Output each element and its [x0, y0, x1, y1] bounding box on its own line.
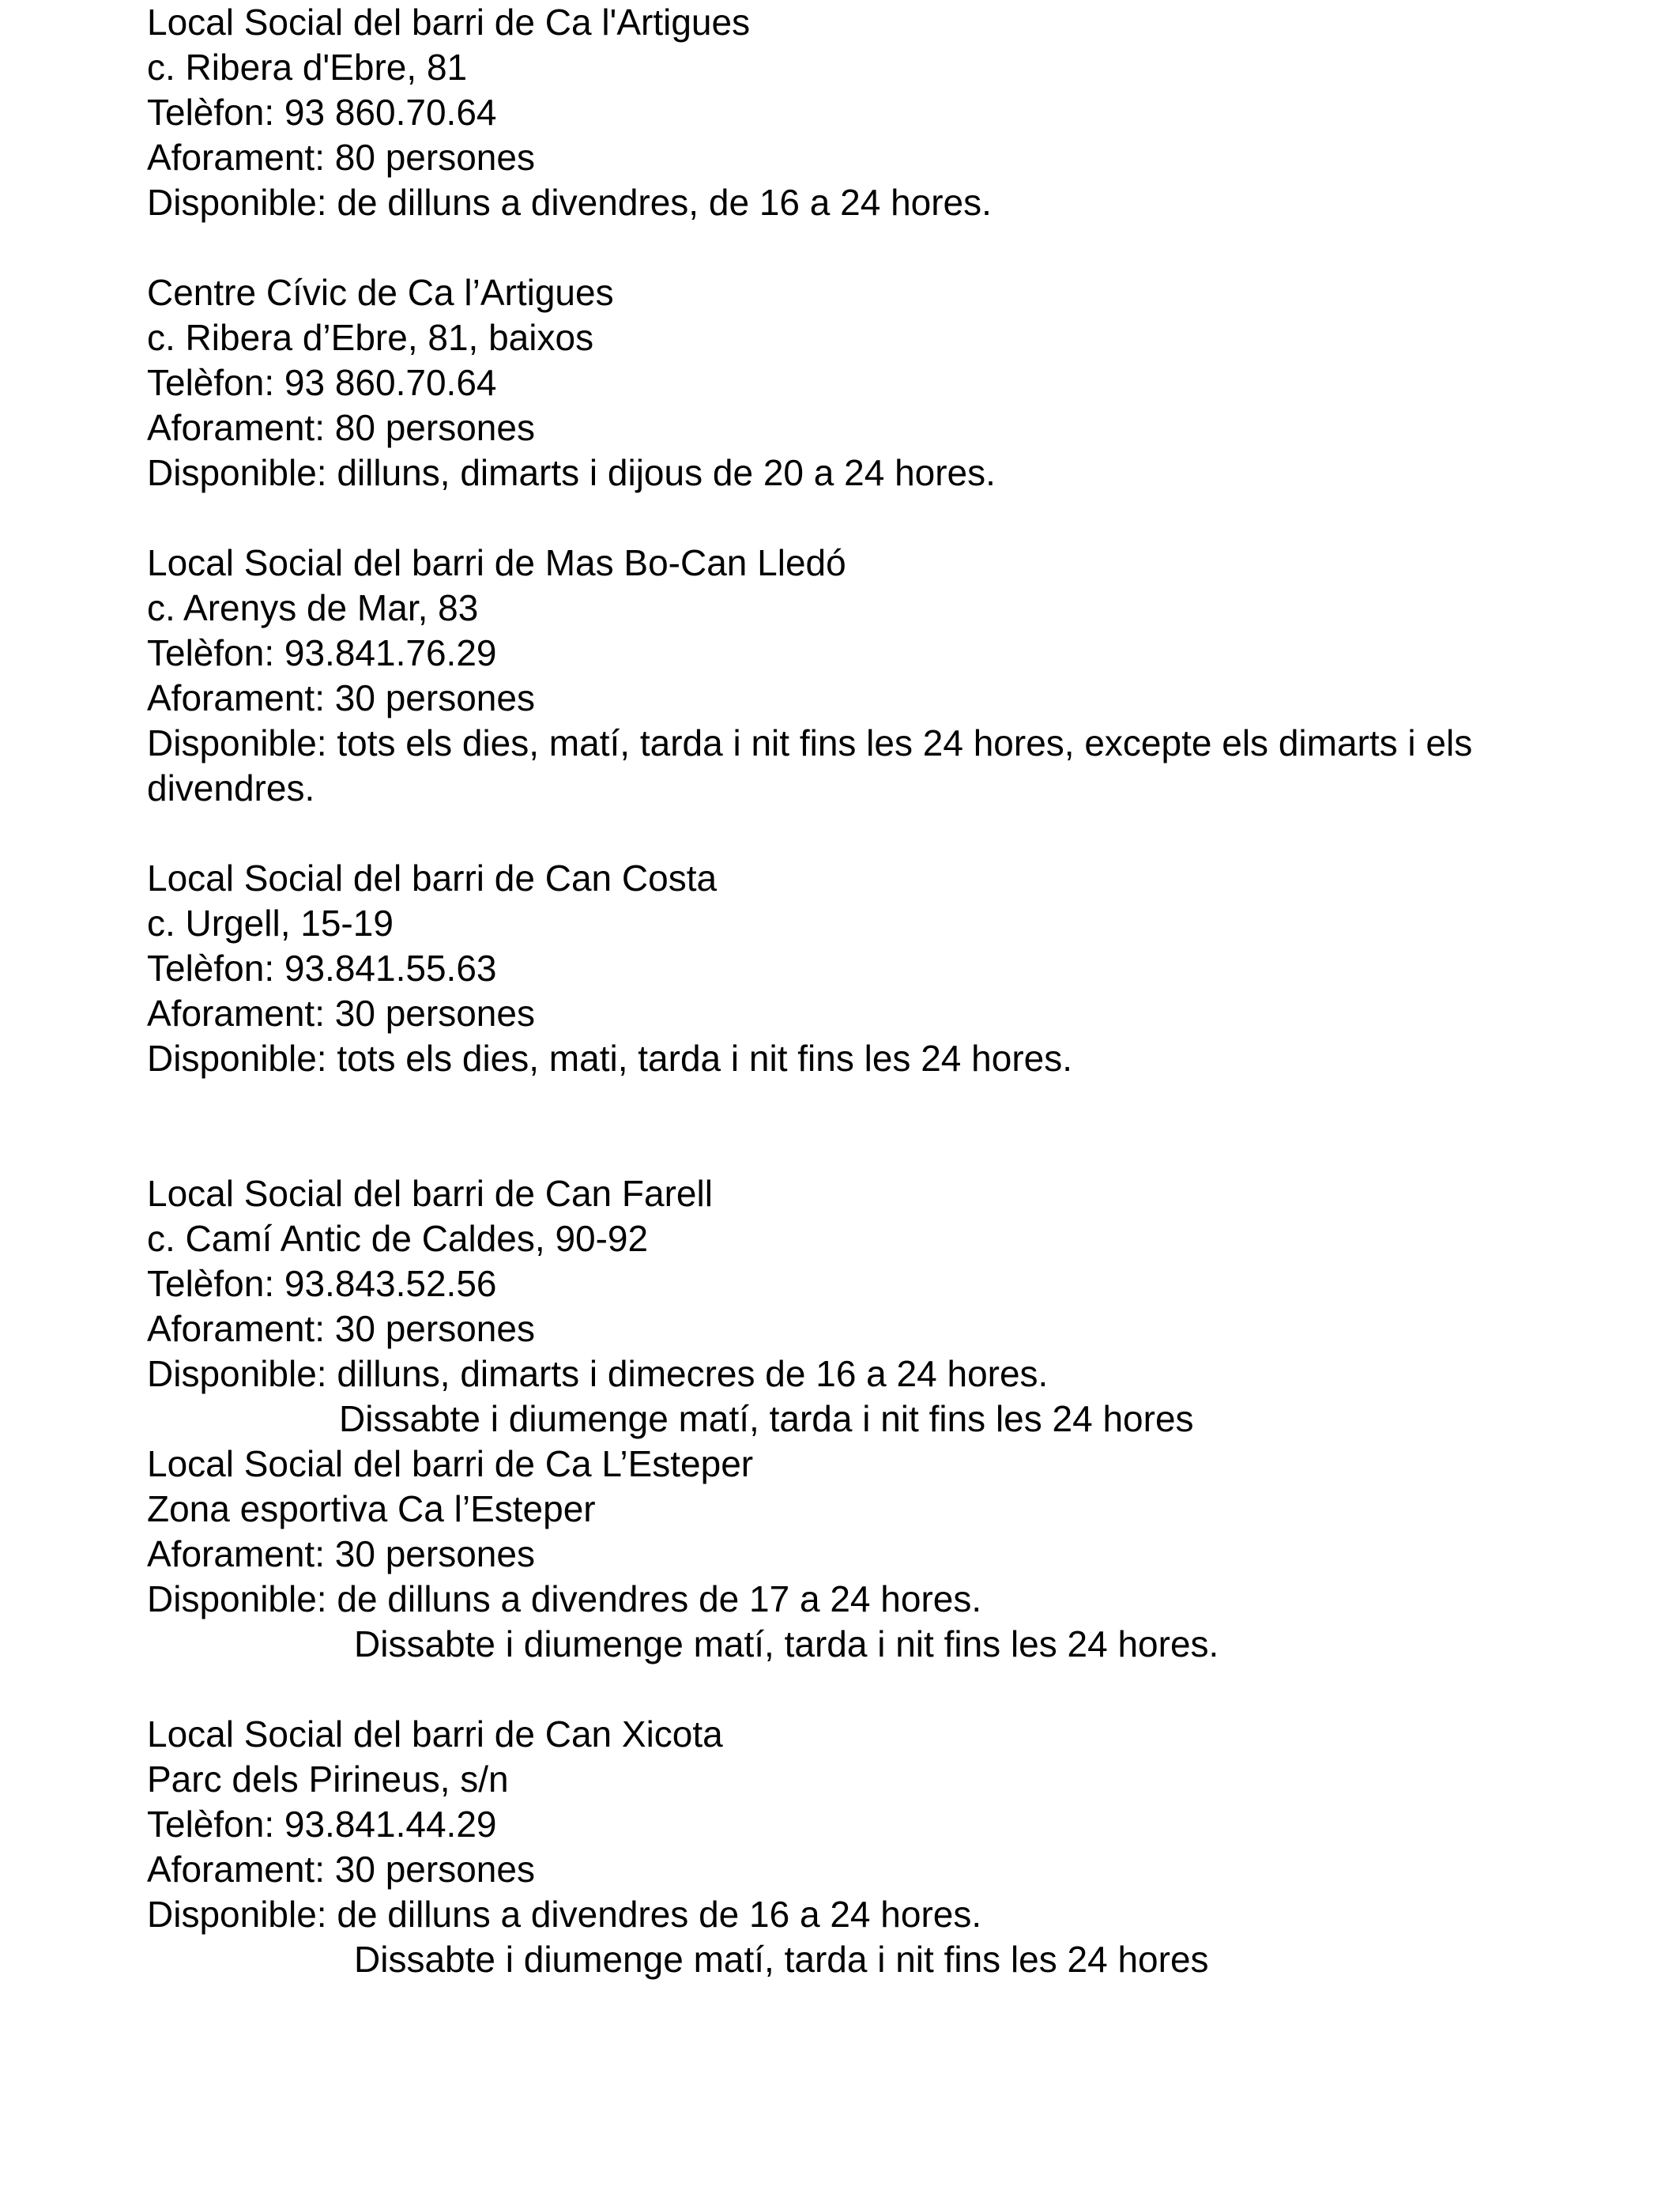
venue-phone: Telèfon: 93.841.76.29 [147, 632, 497, 673]
venue-capacity: Aforament: 30 persones [147, 1308, 535, 1349]
venue-availability-weekend: Dissabte i diumenge matí, tarda i nit fins les 24 hores [339, 1398, 1194, 1439]
venue-entry [147, 270, 1569, 496]
venue-address: c. Arenys de Mar, 83 [147, 587, 479, 628]
venue-phone: Telèfon: 93.841.44.29 [147, 1804, 497, 1845]
venue-address: Zona esportiva Ca l’Esteper [147, 1488, 596, 1529]
venue-entry [147, 541, 1569, 811]
venue-capacity: Aforament: 30 persones [147, 1849, 535, 1890]
venue-name: Local Social del barri de Mas Bo-Can Lledó [147, 542, 846, 583]
venue-phone: Telèfon: 93 860.70.64 [147, 362, 497, 403]
venue-name: Local Social del barri de Can Xicota [147, 1713, 723, 1755]
venue-phone: Telèfon: 93 860.70.64 [147, 92, 497, 133]
venue-capacity: Aforament: 30 persones [147, 1533, 535, 1574]
venue-address: c. Urgell, 15-19 [147, 903, 394, 944]
venue-entry [147, 1171, 1569, 1442]
venue-availability: Disponible: de dilluns a divendres de 16 a 24 hores. [147, 1894, 982, 1935]
venue-address: Parc dels Pirineus, s/n [147, 1759, 509, 1800]
venue-entry [147, 1442, 1569, 1667]
venue-phone: Telèfon: 93.843.52.56 [147, 1263, 497, 1304]
venue-address: c. Ribera d'Ebre, 81 [147, 47, 468, 88]
venue-name: Centre Cívic de Ca l’Artigues [147, 272, 614, 313]
venue-capacity: Aforament: 30 persones [147, 677, 535, 718]
venue-name: Local Social del barri de Can Farell [147, 1173, 713, 1214]
venue-address: c. Ribera d’Ebre, 81, baixos [147, 317, 594, 358]
venue-capacity: Aforament: 80 persones [147, 407, 535, 448]
venue-availability: Disponible: de dilluns a divendres, de 16 a 24 hores. [147, 182, 992, 223]
venue-availability: Disponible: de dilluns a divendres de 17 a 24 hores. [147, 1578, 982, 1619]
venue-availability: Disponible: dilluns, dimarts i dimecres de 16 a 24 hores. [147, 1353, 1049, 1394]
venue-phone: Telèfon: 93.841.55.63 [147, 948, 497, 989]
venue-availability-weekend: Dissabte i diumenge matí, tarda i nit fins les 24 hores [354, 1939, 1209, 1980]
venue-name: Local Social del barri de Can Costa [147, 858, 718, 899]
venue-entry [147, 0, 1569, 225]
venue-name: Local Social del barri de Ca l'Artigues [147, 2, 751, 43]
venue-availability-weekend: Dissabte i diumenge matí, tarda i nit fins les 24 hores. [354, 1623, 1219, 1664]
venue-availability: Disponible: dilluns, dimarts i dijous de 20 a 24 hores. [147, 452, 996, 493]
venue-capacity: Aforament: 30 persones [147, 993, 535, 1034]
venue-address: c. Camí Antic de Caldes, 90-92 [147, 1218, 649, 1259]
venue-entry [147, 856, 1569, 1081]
venue-availability: Disponible: tots els dies, matí, tarda i nit fins les 24 hores, excepte els dimarts i els divendres. [147, 722, 1473, 809]
venue-capacity: Aforament: 80 persones [147, 137, 535, 178]
venue-availability: Disponible: tots els dies, mati, tarda i nit fins les 24 hores. [147, 1038, 1073, 1079]
venue-entry [147, 1712, 1569, 1982]
venue-name: Local Social del barri de Ca L’Esteper [147, 1443, 754, 1484]
